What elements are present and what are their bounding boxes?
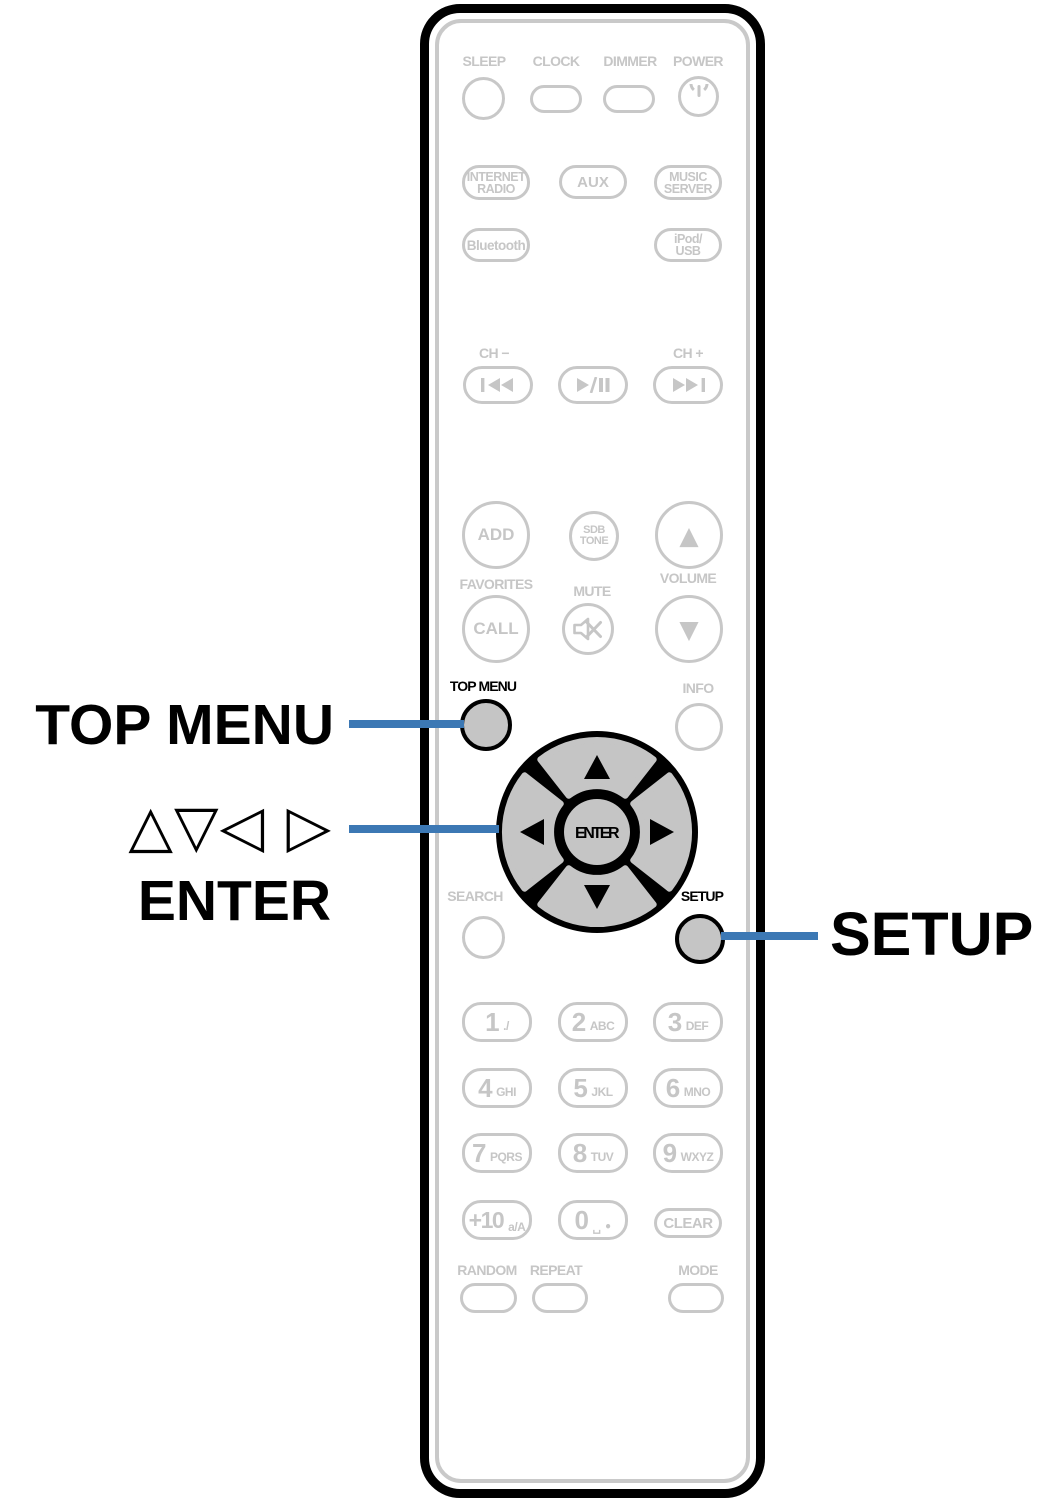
key-1[interactable] (462, 1002, 532, 1042)
key-8-sub: TUV (590, 1150, 614, 1164)
key-clear[interactable] (654, 1208, 722, 1238)
mute-label: MUTE (573, 583, 611, 599)
play-pause-button[interactable] (558, 366, 628, 404)
search-label: SEARCH (447, 888, 503, 904)
internet-radio-line1: INTERNET (466, 169, 526, 184)
music-server-line2: SERVER (663, 181, 713, 196)
sdb-line2: TONE (579, 535, 609, 547)
key-7[interactable] (462, 1133, 532, 1173)
callout-top-menu: TOP MENU (35, 693, 334, 757)
bluetooth-button[interactable] (462, 228, 530, 262)
key-plus10[interactable] (462, 1200, 532, 1240)
callout-line-top-menu (349, 720, 464, 728)
setup-button-label: SETUP (680, 888, 724, 904)
power-icon (686, 84, 712, 110)
repeat-label: REPEAT (529, 1262, 583, 1278)
internet-radio-line2: RADIO (477, 181, 515, 196)
bluetooth-label: Bluetooth (466, 237, 526, 253)
add-button[interactable] (462, 501, 530, 569)
mode-button[interactable] (668, 1283, 724, 1313)
volume-down-button[interactable] (655, 595, 723, 663)
key-1-sub: ./ (503, 1019, 509, 1033)
dimmer-button[interactable] (603, 85, 655, 113)
mute-icon (573, 616, 603, 642)
repeat-button[interactable] (532, 1283, 588, 1313)
top-menu-button-label: TOP MENU (449, 678, 517, 694)
aux-label: AUX (577, 173, 609, 191)
key-2-main: 2 (571, 1007, 585, 1037)
music-server-line1: MUSIC (669, 169, 707, 184)
dpad (493, 728, 701, 936)
key-8[interactable] (558, 1133, 628, 1173)
clock-button[interactable] (530, 85, 582, 113)
volume-label: VOLUME (659, 570, 717, 586)
ch-plus-label: CH + (673, 345, 703, 361)
key-8-main: 8 (572, 1138, 586, 1168)
triangle-down-icon: ▼ (679, 614, 699, 644)
key-6-main: 6 (665, 1073, 679, 1103)
key-plus10-sub: a/A (508, 1220, 526, 1234)
dimmer-label: DIMMER (603, 53, 657, 69)
key-5-main: 5 (573, 1073, 587, 1103)
callout-enter: ENTER (137, 869, 331, 933)
callout-setup: SETUP (830, 900, 1034, 968)
setup-button[interactable] (675, 914, 725, 964)
sleep-button[interactable] (462, 77, 505, 120)
internet-radio-button[interactable] (462, 165, 530, 200)
info-label: INFO (682, 680, 714, 696)
skip-back-button[interactable] (463, 366, 533, 404)
random-label: RANDOM (457, 1262, 517, 1278)
key-4[interactable] (462, 1068, 532, 1108)
music-server-button[interactable] (654, 165, 722, 200)
key-2[interactable] (558, 1002, 628, 1042)
random-button[interactable] (460, 1283, 517, 1313)
key-5-sub: JKL (591, 1085, 613, 1099)
play-pause-icon (575, 377, 611, 393)
call-label: CALL (473, 619, 519, 638)
ipod-usb-button[interactable] (654, 228, 722, 262)
aux-button[interactable] (559, 165, 627, 199)
key-3-sub: DEF (685, 1019, 709, 1033)
key-6[interactable] (653, 1068, 723, 1108)
key-7-sub: PQRS (489, 1150, 522, 1164)
mute-button[interactable] (562, 603, 614, 655)
key-4-sub: GHI (496, 1085, 516, 1099)
key-0[interactable] (558, 1200, 628, 1240)
key-1-main: 1 (485, 1007, 499, 1037)
key-3-main: 3 (667, 1007, 681, 1037)
callout-cursor-keys: △▽◁ ▷ (128, 792, 332, 860)
key-5[interactable] (558, 1068, 628, 1108)
ipod-usb-line1: iPod/ (673, 232, 703, 246)
key-7-main: 7 (472, 1138, 485, 1168)
mode-label: MODE (678, 1262, 718, 1278)
key-9[interactable] (653, 1133, 723, 1173)
favorites-label: FAVORITES (459, 576, 533, 592)
ipod-usb-line2: USB (675, 244, 701, 258)
enter-button-label: ENTER (575, 825, 619, 842)
sdb-tone-button[interactable] (569, 511, 619, 561)
skip-forward-icon (670, 377, 706, 393)
key-9-main: 9 (662, 1138, 676, 1168)
skip-forward-button[interactable] (653, 366, 723, 404)
key-9-sub: WXYZ (680, 1150, 714, 1164)
power-button[interactable] (678, 76, 719, 117)
key-clear-label: CLEAR (663, 1214, 713, 1232)
power-label: POWER (673, 53, 723, 69)
key-0-main: 0 (574, 1205, 588, 1235)
callout-line-setup (721, 932, 818, 940)
callout-line-cursor (349, 825, 499, 833)
search-button[interactable] (462, 916, 505, 959)
skip-back-icon (480, 377, 516, 393)
key-plus10-main: +10 (468, 1206, 504, 1233)
ch-minus-label: CH − (479, 345, 509, 361)
add-label: ADD (477, 525, 515, 544)
volume-up-button[interactable] (655, 501, 723, 569)
sdb-line1: SDB (583, 524, 605, 536)
call-button[interactable] (462, 595, 530, 663)
key-6-sub: MNO (683, 1085, 711, 1099)
key-0-sub: ␣ • (592, 1220, 612, 1234)
key-3[interactable] (653, 1002, 723, 1042)
triangle-up-icon: ▲ (679, 520, 699, 550)
sleep-label: SLEEP (462, 53, 506, 69)
clock-label: CLOCK (532, 53, 580, 69)
key-4-main: 4 (478, 1073, 492, 1103)
key-2-sub: ABC (589, 1019, 615, 1033)
